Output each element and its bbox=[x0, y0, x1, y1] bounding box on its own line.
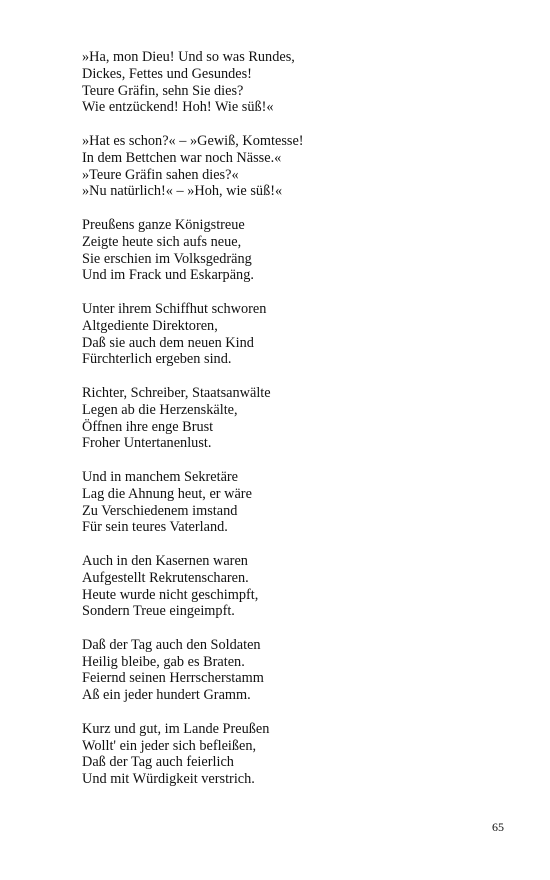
poem-line: Auch in den Kasernen waren bbox=[82, 552, 248, 569]
stanza-5 bbox=[82, 385, 522, 452]
poem-line: Und in manchem Sekretäre bbox=[82, 468, 239, 485]
poem-line: Heilig bleibe, gab es Braten. bbox=[82, 653, 245, 670]
stanza-8 bbox=[82, 637, 522, 704]
poem-line: Dickes, Fettes und Gesundes! bbox=[82, 65, 252, 82]
poem-line: Richter, Schreiber, Staatsanwälte bbox=[82, 384, 271, 401]
poem-line: Feiernd seinen Herrscherstamm bbox=[82, 670, 264, 687]
poem-line: Unter ihrem Schiffhut schworen bbox=[82, 300, 267, 317]
poem-line: Sondern Treue eingeimpft. bbox=[82, 603, 235, 620]
poem-text bbox=[82, 49, 522, 805]
poem-line: Lag die Ahnung heut, er wäre bbox=[82, 485, 252, 502]
poem-line: Altgediente Direktoren, bbox=[82, 317, 218, 334]
stanza-2 bbox=[82, 133, 522, 200]
poem-line: Aß ein jeder hundert Gramm. bbox=[82, 687, 251, 704]
poem-line: Preußens ganze Königstreue bbox=[82, 216, 245, 233]
stanza-9 bbox=[82, 721, 522, 788]
stanza-6 bbox=[82, 469, 522, 536]
poem-line: Daß der Tag auch den Soldaten bbox=[82, 636, 261, 653]
stanza-7 bbox=[82, 553, 522, 620]
poem-line: Fürchterlich ergeben sind. bbox=[82, 351, 232, 368]
poem-line: In dem Bettchen war noch Nässe.« bbox=[82, 149, 282, 166]
poem-line: Wollt' ein jeder sich befleißen, bbox=[82, 737, 257, 754]
poem-line: Und mit Würdigkeit verstrich. bbox=[82, 771, 255, 788]
stanza-1 bbox=[82, 49, 522, 116]
poem-line: Teure Gräfin, sehn Sie dies? bbox=[82, 82, 244, 99]
poem-line: Zeigte heute sich aufs neue, bbox=[82, 233, 242, 250]
poem-line: Öffnen ihre enge Brust bbox=[82, 418, 214, 435]
poem-line: Daß der Tag auch feierlich bbox=[82, 754, 234, 771]
page-number: 65 bbox=[492, 820, 504, 834]
stanza-3 bbox=[82, 217, 522, 284]
poem-line: »Ha, mon Dieu! Und so was Rundes, bbox=[82, 49, 295, 65]
poem-line: Kurz und gut, im Lande Preußen bbox=[82, 720, 270, 737]
poem-line: Sie erschien im Volksgedräng bbox=[82, 250, 252, 267]
poem-line: »Hat es schon?« – »Gewiß, Komtesse! bbox=[82, 132, 304, 149]
poem-line: Zu Verschiedenem imstand bbox=[82, 502, 238, 519]
poem-line: Daß sie auch dem neuen Kind bbox=[82, 334, 254, 351]
stanza-4 bbox=[82, 301, 522, 368]
poem-line: Froher Untertanenlust. bbox=[82, 435, 212, 452]
poem-line: Wie entzückend! Hoh! Wie süß!« bbox=[82, 99, 274, 116]
poem-line: Heute wurde nicht geschimpft, bbox=[82, 586, 259, 603]
poem-line: »Nu natürlich!« – »Hoh, wie süß!« bbox=[82, 183, 283, 200]
poem-line: Für sein teures Vaterland. bbox=[82, 519, 228, 536]
poem-line: Aufgestellt Rekrutenscharen. bbox=[82, 569, 249, 586]
poem-line: Legen ab die Herzenskälte, bbox=[82, 401, 238, 418]
poem-line: »Teure Gräfin sahen dies?« bbox=[82, 166, 239, 183]
poem-line: Und im Frack und Eskarpäng. bbox=[82, 267, 254, 284]
